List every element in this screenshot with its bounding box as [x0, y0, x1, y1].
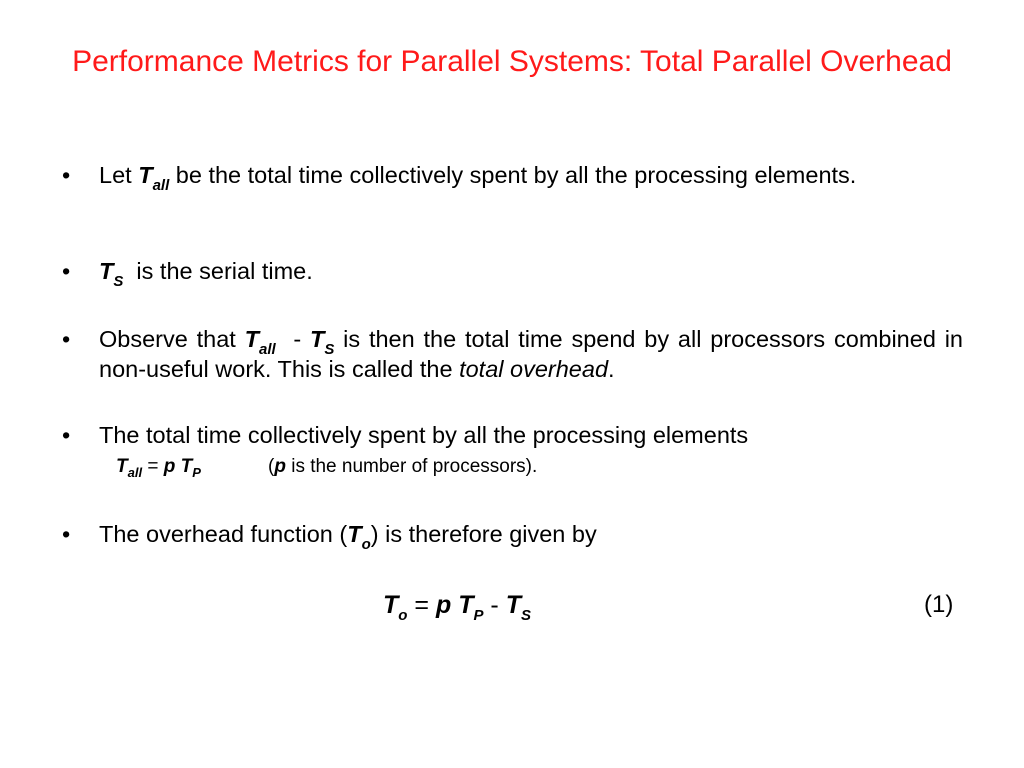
- text-fragment: is the serial time.: [123, 258, 313, 284]
- math-symbol: T: [180, 456, 193, 477]
- text-fragment: The overhead function (: [99, 521, 348, 547]
- math-symbol: p: [163, 456, 176, 477]
- bullet-text: [99, 258, 963, 288]
- math-symbol: T: [505, 591, 521, 619]
- math-subscript: S: [520, 607, 531, 624]
- math-operator: -: [483, 591, 506, 619]
- text-fragment: Let: [99, 162, 132, 188]
- math-symbol: p: [435, 591, 452, 619]
- math-subscript: all: [127, 465, 143, 480]
- math-subscript: o: [398, 607, 408, 624]
- overhead-equation: [383, 590, 531, 624]
- formula-note: [268, 455, 537, 479]
- math-subscript: all: [259, 341, 276, 358]
- math-subscript: all: [152, 177, 170, 194]
- text-fragment: be the total time collectively spent by all the processing elements.: [169, 162, 857, 188]
- math-subscript: P: [473, 607, 484, 624]
- equation-number: (1): [924, 591, 954, 618]
- bullet-marker: •: [62, 326, 71, 352]
- math-operator: =: [142, 456, 164, 477]
- math-symbol: p: [274, 456, 286, 477]
- math-symbol: T: [347, 521, 362, 547]
- math-symbol: T: [383, 591, 399, 619]
- text-fragment: is the number of processors).: [285, 456, 538, 477]
- text-fragment: is then the total time spend by all processors combined in non-useful work. This is called the: [99, 326, 964, 382]
- bullet-text: [99, 521, 963, 551]
- math-symbol: T: [244, 326, 260, 352]
- bullet-text: [99, 162, 963, 192]
- emphasis-text: total overhead: [459, 356, 609, 382]
- bullet-marker: •: [62, 162, 71, 188]
- math-symbol: T: [309, 326, 325, 352]
- math-symbol: T: [458, 591, 474, 619]
- math-symbol: T: [116, 456, 128, 477]
- math-subscript: S: [113, 273, 124, 290]
- math-subscript: S: [324, 341, 335, 358]
- bullet-marker: •: [62, 422, 71, 448]
- bullet-text: [99, 326, 963, 383]
- bullet-marker: •: [62, 521, 71, 547]
- math-subscript: o: [361, 536, 371, 553]
- math-subscript: P: [192, 465, 201, 480]
- formula-line: [116, 455, 201, 480]
- text-fragment: -: [275, 326, 310, 352]
- math-symbol: T: [138, 162, 153, 188]
- bullet-marker: •: [62, 258, 71, 284]
- bullet-text: The total time collectively spent by all the processing elements: [99, 422, 749, 448]
- text-fragment: ) is therefore given by: [370, 521, 597, 547]
- text-fragment: (: [268, 456, 275, 477]
- slide-title: Performance Metrics for Parallel Systems: Total Parallel Overhead: [72, 45, 952, 78]
- text-fragment: Observe that: [99, 326, 245, 352]
- math-operator: =: [407, 591, 436, 619]
- text-fragment: .: [608, 356, 615, 382]
- math-symbol: T: [99, 258, 114, 284]
